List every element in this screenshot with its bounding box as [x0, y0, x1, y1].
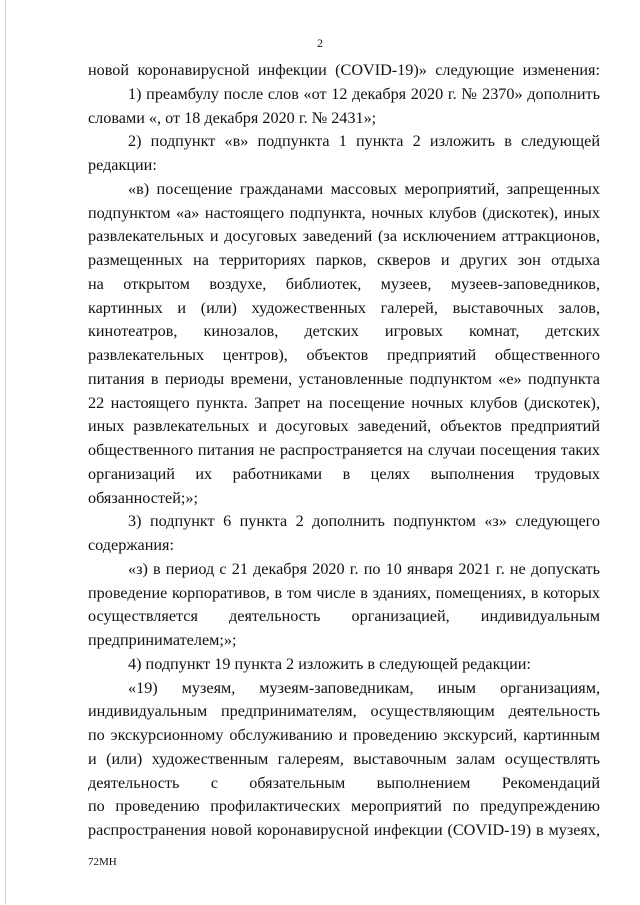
text-line: и (или) художественным галереям, выставочным залам осуществлять [88, 749, 600, 768]
text-line: редакции: [88, 156, 157, 174]
text-line: организаций их работниками в целях выполнения трудовых [88, 464, 600, 483]
text-line: 3) подпункт 6 пункта 2 дополнить подпунктом «з» следующего [128, 512, 600, 531]
text-line: питания в периоды времени, установленные подпунктом «е» подпункта [88, 369, 600, 388]
text-line: картинных и (или) художественных галерей, выставочных залов, [88, 298, 600, 317]
text-line: размещенных на территориях парков, скверов и других зон отдыха [88, 251, 600, 269]
text-line: предпринимателем;»; [88, 631, 237, 649]
text-line: деятельность с обязательным выполнением Рекомендаций [88, 773, 600, 792]
text-line: индивидуальным предпринимателям, осуществляющим деятельность [88, 702, 600, 721]
text-line: развлекательных и досуговых заведений (за исключением аттракционов, [88, 227, 600, 246]
text-line: 22 настоящего пункта. Запрет на посещение ночных клубов (дискотек), [88, 393, 600, 412]
text-line: содержания: [88, 536, 174, 554]
text-line: распространения новой коронавирусной инфекции (COVID-19) в музеях, [88, 821, 600, 839]
text-line: «19) музеям, музеям-заповедникам, иным организациям, [128, 678, 600, 697]
text-line: проведение корпоративов, в том числе в зданиях, помещениях, в которых [88, 583, 600, 602]
document-code: 72МН [88, 856, 117, 868]
text-line: на открытом воздухе, библиотек, музеев, музеев-заповедников, [88, 274, 600, 293]
text-line: кинотеатров, кинозалов, детских игровых комнат, детских [88, 322, 600, 341]
text-line: 1) преамбулу после слов «от 12 декабря 2020 г. № 2370» дополнить [128, 84, 600, 103]
text-line: обязанностей;»; [88, 488, 198, 507]
text-line: новой коронавирусной инфекции (COVID-19)» следующие изменения: [88, 61, 600, 79]
text-line: по экскурсионному обслуживанию и проведению экскурсий, картинным [88, 726, 600, 744]
text-line: «з) в период с 21 декабря 2020 г. по 10 января 2021 г. не допускать [128, 559, 600, 578]
document-body [88, 59, 600, 843]
scan-edge-line [5, 0, 6, 905]
text-line: развлекательных центров), объектов предприятий общественного [88, 346, 600, 364]
text-line: осуществляется деятельность организацией, индивидуальным [88, 607, 600, 626]
text-line: 4) подпункт 19 пункта 2 изложить в следующей редакции: [128, 654, 531, 673]
text-line: по проведению профилактических мероприятий по предупреждению [88, 797, 600, 816]
text-line: «в) посещение гражданами массовых мероприятий, запрещенных [128, 179, 600, 198]
text-line: словами «, от 18 декабря 2020 г. № 2431»; [88, 108, 377, 127]
text-line: подпунктом «а» настоящего подпункта, ночных клубов (дискотек), иных [88, 203, 600, 222]
page-number: 2 [317, 36, 323, 50]
text-line: общественного питания не распространяется на случаи посещения таких [88, 441, 600, 459]
text-line: 2) подпункт «в» подпункта 1 пункта 2 изложить в следующей [128, 132, 600, 151]
text-line: иных развлекательных и досуговых заведений, объектов предприятий [88, 417, 600, 436]
